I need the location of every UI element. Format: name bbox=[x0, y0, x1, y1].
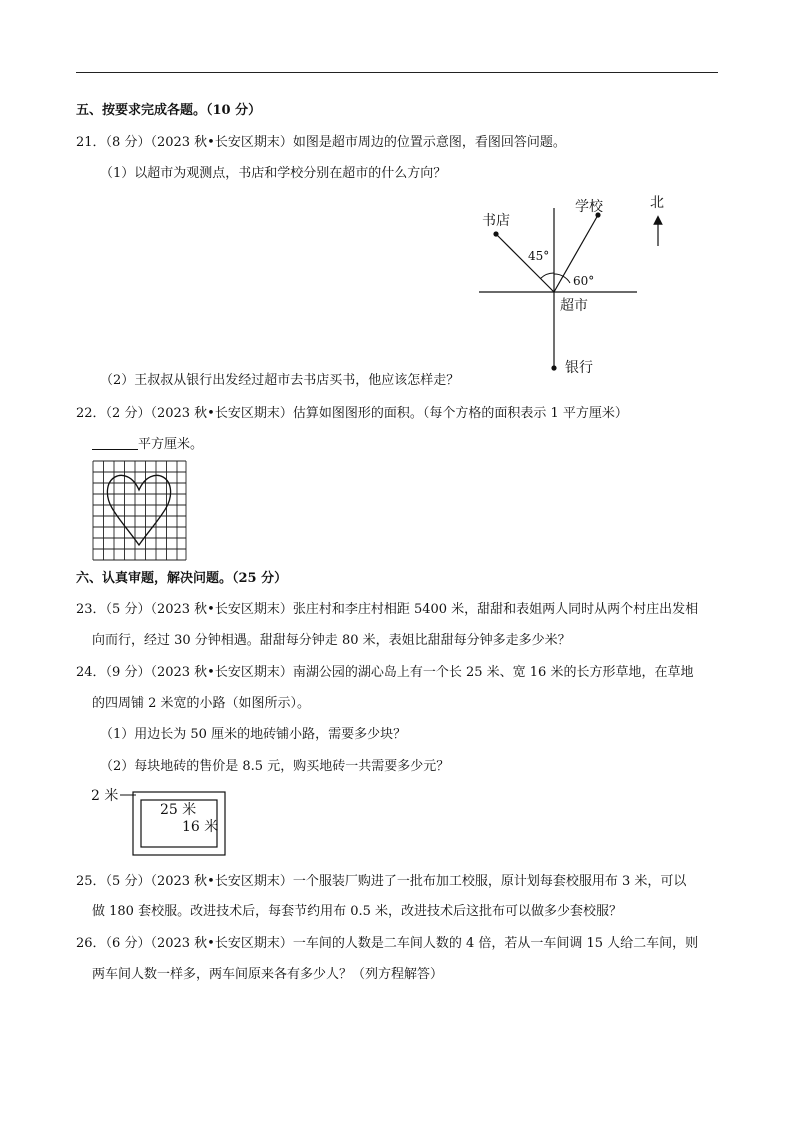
bank-point bbox=[551, 365, 556, 370]
length-label: 25 米 bbox=[160, 802, 197, 818]
q21-sub2: （2）王叔叔从银行出发经过超市去书店买书，他应该怎样走？ bbox=[100, 373, 460, 388]
q24-lawn-figure bbox=[88, 784, 238, 859]
angle-arc-left bbox=[541, 273, 555, 279]
q24-sub1: （1）用边长为 50 厘米的地砖铺小路，需要多少块？ bbox=[100, 727, 407, 742]
path-width-label: 2 米 bbox=[91, 788, 119, 804]
q21-direction-figure bbox=[470, 188, 680, 388]
q24-line2: 的四周铺 2 米宽的小路（如图所示）。 bbox=[92, 696, 311, 711]
q23-line2: 向而行，经过 30 分钟相遇。甜甜每分钟走 80 米，表姐比甜甜每分钟多走多少米？ bbox=[92, 633, 571, 648]
q22-answer-suffix: 平方厘米。 bbox=[138, 437, 204, 452]
q22-answer-line bbox=[92, 436, 203, 454]
bank-label: 银行 bbox=[565, 360, 593, 376]
q21-sub1: （1）以超市为观测点，书店和学校分别在超市的什么方向？ bbox=[100, 166, 447, 181]
q26-line2: 两车间人数一样多，两车间原来各有多少人？（列方程解答） bbox=[92, 967, 444, 982]
section5-title: 五、按要求完成各题。（10 分） bbox=[76, 103, 262, 118]
answer-blank[interactable] bbox=[92, 436, 138, 450]
bookstore-ray bbox=[496, 234, 554, 292]
q22-stem: 22．（2 分）（2023 秋•长安区期末）估算如图图形的面积。（每个方格的面积表示 1 平方厘米） bbox=[76, 406, 628, 421]
school-label: 学校 bbox=[575, 199, 603, 215]
q25-line1: 25．（5 分）（2023 秋•长安区期末）一个服装厂购进了一批布加工校服，原计划每套校服用布 3 米，可以 bbox=[76, 874, 687, 889]
q21-stem: 21．（8 分）（2023 秋•长安区期末）如图是超市周边的位置示意图，看图回答问题。 bbox=[76, 135, 566, 150]
q25-line2: 做 180 套校服。改进技术后，每套节约用布 0.5 米，改进技术后这批布可以做多少套校服？ bbox=[92, 904, 623, 919]
north-label: 北 bbox=[650, 195, 664, 211]
bookstore-point bbox=[493, 231, 498, 236]
q23-line1: 23．（5 分）（2023 秋•长安区期末）张庄村和李庄村相距 5400 米，甜甜和表姐两人同时从两个村庄出发相 bbox=[76, 602, 699, 617]
angle-right-label: 60° bbox=[573, 274, 595, 288]
q26-line1: 26．（6 分）（2023 秋•长安区期末）一车间的人数是二车间人数的 4 倍，若从一车间调 15 人给二车间，则 bbox=[76, 936, 699, 951]
heart-shape bbox=[107, 475, 170, 545]
q24-sub2: （2）每块地砖的售价是 8.5 元，购买地砖一共需要多少元？ bbox=[100, 759, 450, 774]
q24-line1: 24．（9 分）（2023 秋•长安区期末）南湖公园的湖心岛上有一个长 25 米、宽 16 米的长方形草地，在草地 bbox=[76, 665, 694, 680]
header-rule bbox=[76, 72, 718, 73]
section6-title: 六、认真审题，解决问题。（25 分） bbox=[76, 571, 288, 586]
bookstore-label: 书店 bbox=[482, 213, 510, 229]
q22-heart-grid bbox=[92, 460, 187, 561]
width-label: 16 米 bbox=[182, 819, 219, 835]
angle-left-label: 45° bbox=[528, 249, 550, 263]
supermarket-label: 超市 bbox=[560, 298, 588, 314]
